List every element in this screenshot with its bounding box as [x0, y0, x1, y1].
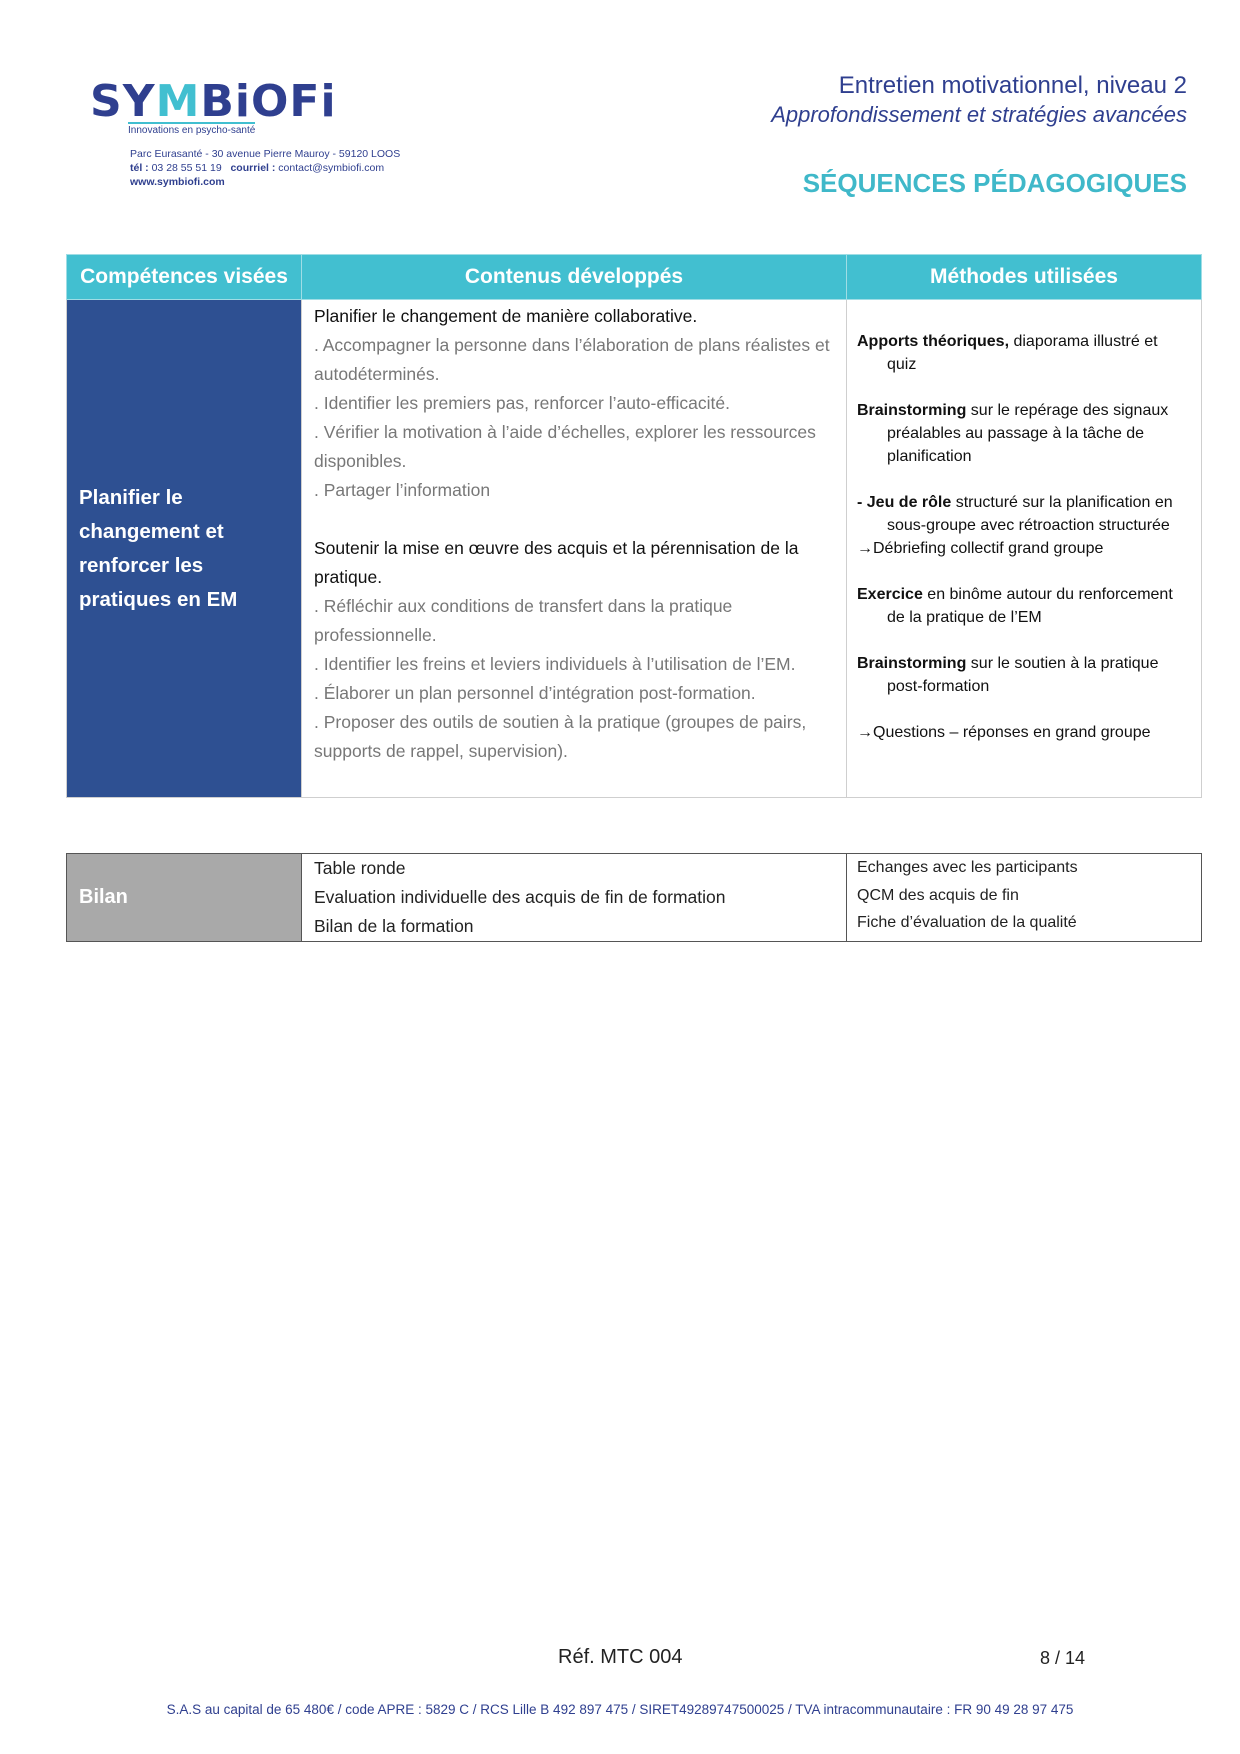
header-contenus: Contenus développés [302, 255, 847, 300]
content-item: . Vérifier la motivation à l’aide d’échelles, explorer les ressources disponibles. [314, 422, 816, 471]
content-lead: Soutenir la mise en œuvre des acquis et la pérennisation de la pratique. [314, 538, 799, 587]
competence-line: pratiques en EM [79, 587, 238, 611]
document-title: Entretien motivationnel, niveau 2 [838, 72, 1187, 99]
header-competences: Compétences visées [67, 255, 302, 300]
bilan-content [302, 854, 847, 942]
content-cell [302, 300, 847, 798]
bilan-label: Bilan [67, 854, 302, 942]
address: Parc Eurasanté - 30 avenue Pierre Mauroy - 59120 LOOS [130, 148, 401, 160]
bilan-methods [847, 854, 1202, 942]
bilan-content-item: Table ronde [314, 858, 406, 878]
phone-mail-line: tél : 03 28 55 51 19 courriel : contact@symbiofi.com [130, 162, 385, 174]
method-item: Exercice en binôme autour du renforcement de la pratique de l’EM [857, 586, 1173, 626]
table-row [67, 300, 1202, 798]
document-subtitle: Approfondissement et stratégies avancées [771, 102, 1187, 127]
method-item: →Débriefing collectif grand groupe [857, 540, 1104, 557]
bilan-content-item: Bilan de la formation [314, 916, 474, 936]
method-item: Brainstorming sur le repérage des signaux préalables au passage à la tâche de planification [857, 402, 1169, 465]
content-item: . Accompagner la personne dans l’élaboration de plans réalistes et autodéterminés. [314, 335, 830, 384]
contact-block [130, 147, 400, 189]
competence-cell [67, 300, 302, 798]
bilan-method-item: Echanges avec les participants [857, 859, 1078, 876]
table-row [67, 854, 1202, 942]
method-item: →Questions – réponses en grand groupe [857, 724, 1151, 741]
competence-line: renforcer les [79, 553, 204, 577]
method-item: Apports théoriques, diaporama illustré et quiz [857, 333, 1158, 373]
bilan-content-item: Evaluation individuelle des acquis de fin de formation [314, 887, 726, 907]
website: www.symbiofi.com [130, 176, 225, 188]
competence-line: Planifier le [79, 485, 183, 509]
content-lead: Planifier le changement de manière collaborative. [314, 306, 698, 326]
content-item: . Identifier les premiers pas, renforcer l’auto-efficacité. [314, 393, 730, 413]
page-number: 8 / 14 [1040, 1648, 1086, 1668]
bilan-method-item: QCM des acquis de fin [857, 886, 1019, 904]
legal-footer: S.A.S au capital de 65 480€ / code APRE : 5829 C / RCS Lille B 492 897 475 / SIRET49289747500025 / TVA intracommunautaire : FR 90 49 28 97 475 [166, 1702, 1074, 1717]
method-item: - Jeu de rôle structuré sur la planification en sous-groupe avec rétroaction structurée [857, 494, 1173, 534]
logo-tagline: Innovations en psycho-santé [128, 122, 255, 136]
document-reference: Réf. MTC 004 [558, 1646, 683, 1668]
company-logo [90, 76, 337, 136]
content-item: . Proposer des outils de soutien à la pratique (groupes de pairs, supports de rappel, supervision). [314, 712, 807, 761]
methods-cell [847, 300, 1202, 798]
header-methodes: Méthodes utilisées [847, 255, 1202, 300]
content-item: . Élaborer un plan personnel d’intégration post-formation. [314, 683, 756, 703]
content-item: . Identifier les freins et leviers individuels à l’utilisation de l’EM. [314, 654, 796, 674]
sequences-table [66, 254, 1202, 798]
method-item: Brainstorming sur le soutien à la pratique post-formation [857, 655, 1159, 695]
content-item: . Réfléchir aux conditions de transfert dans la pratique professionnelle. [314, 596, 733, 645]
bilan-table [66, 853, 1202, 942]
section-title: SÉQUENCES PÉDAGOGIQUES [802, 168, 1187, 198]
table-header-row [67, 255, 1202, 300]
logo-wordmark: SYMBiOFi [90, 76, 337, 127]
bilan-method-item: Fiche d’évaluation de la qualité [857, 914, 1077, 931]
content-item: . Partager l’information [314, 480, 491, 500]
competence-line: changement et [79, 519, 224, 543]
